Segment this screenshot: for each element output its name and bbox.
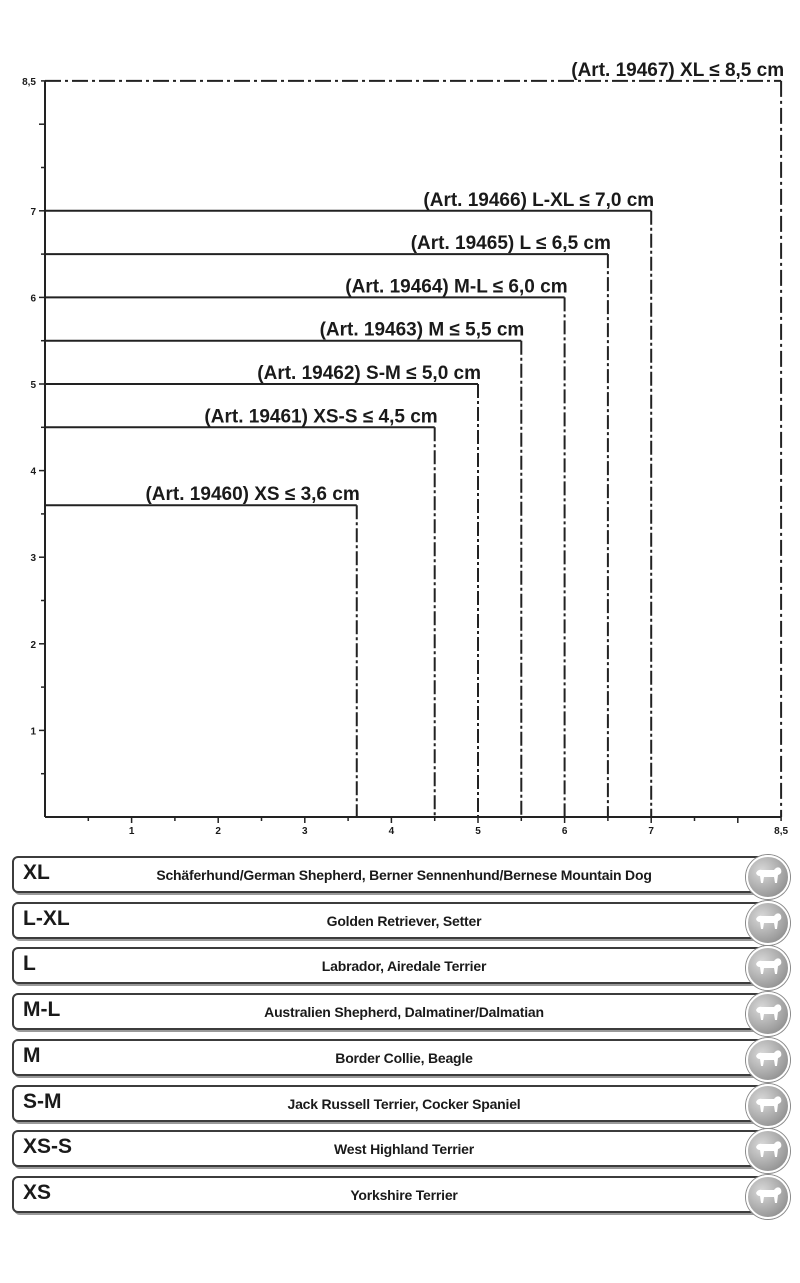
x-tick-label: 5 (475, 826, 481, 837)
size-label: (Art. 19465) L ≤ 6,5 cm (410, 233, 611, 255)
y-tick-label: 6 (30, 293, 36, 305)
size-row-xs-s (12, 1130, 778, 1167)
x-tick-label: 7 (648, 826, 654, 837)
x-tick-label: 6 (561, 826, 568, 837)
y-tick-label: 2 (30, 639, 36, 651)
x-tick-label: 1 (128, 826, 135, 837)
size-row-m-l (12, 993, 778, 1030)
y-tick-label: 5 (30, 380, 36, 391)
size-step-series (45, 363, 481, 817)
dog-icon (746, 855, 790, 899)
size-row-m (12, 1039, 778, 1076)
size-row-l (12, 947, 778, 984)
size-code: XL (23, 861, 50, 884)
size-step-series (45, 320, 524, 817)
size-step-series (45, 276, 568, 817)
size-breeds: Labrador, Airedale Terrier (321, 958, 487, 975)
size-row-xs (12, 1176, 778, 1213)
dog-icon (746, 1129, 790, 1173)
y-tick-label: 3 (30, 553, 36, 565)
size-label: (Art. 19462) S-M ≤ 5,0 cm (257, 363, 481, 384)
size-label: (Art. 19464) M-L ≤ 6,0 cm (345, 276, 568, 298)
size-code: M (23, 1043, 41, 1067)
size-label: (Art. 19461) XS-S ≤ 4,5 cm (204, 406, 438, 428)
dog-icon (746, 1175, 790, 1219)
size-label: (Art. 19467) XL ≤ 8,5 cm (571, 59, 785, 81)
y-tick-label: 4 (30, 466, 36, 478)
dog-icon (746, 901, 790, 945)
dog-icon (746, 946, 790, 990)
size-breeds: Golden Retriever, Setter (326, 912, 482, 929)
size-row-s-m (12, 1085, 778, 1122)
dog-icon (746, 1084, 790, 1128)
dog-icon (746, 1038, 790, 1082)
size-row-xl (12, 856, 778, 893)
size-label: (Art. 19466) L-XL ≤ 7,0 cm (423, 189, 655, 211)
size-breeds: West Highland Terrier (334, 1141, 474, 1158)
size-label: (Art. 19463) M ≤ 5,5 cm (319, 319, 525, 341)
size-breeds: Schäferhund/German Shepherd, Berner Sennenhund/Bernese Mountain Dog (156, 867, 652, 883)
size-code: S-M (23, 1089, 62, 1113)
size-breeds: Jack Russell Terrier, Cocker Spaniel (287, 1095, 521, 1112)
size-breeds: Australien Shepherd, Dalmatiner/Dalmatian (264, 1004, 544, 1021)
size-step-series (45, 60, 784, 817)
x-tick-label: 8,5 (774, 826, 789, 837)
y-tick-label: 8,5 (22, 76, 36, 88)
size-row-l-xl (12, 902, 778, 939)
size-label: (Art. 19460) XS ≤ 3,6 cm (145, 484, 360, 506)
y-tick-label: 7 (30, 206, 36, 218)
size-breeds: Border Collie, Beagle (335, 1049, 473, 1066)
x-tick-label: 2 (215, 826, 221, 837)
size-step-series (45, 484, 360, 817)
size-code: L-XL (23, 906, 70, 930)
size-step-series (45, 406, 438, 817)
dog-icon (746, 992, 790, 1036)
x-tick-label: 4 (388, 826, 395, 837)
size-code: M-L (23, 998, 61, 1022)
y-tick-label: 1 (30, 726, 36, 738)
size-breeds: Yorkshire Terrier (350, 1186, 458, 1203)
size-code: XS-S (23, 1135, 73, 1159)
size-code: XS (23, 1180, 52, 1204)
size-code: L (23, 952, 36, 976)
x-tick-label: 3 (302, 826, 308, 837)
